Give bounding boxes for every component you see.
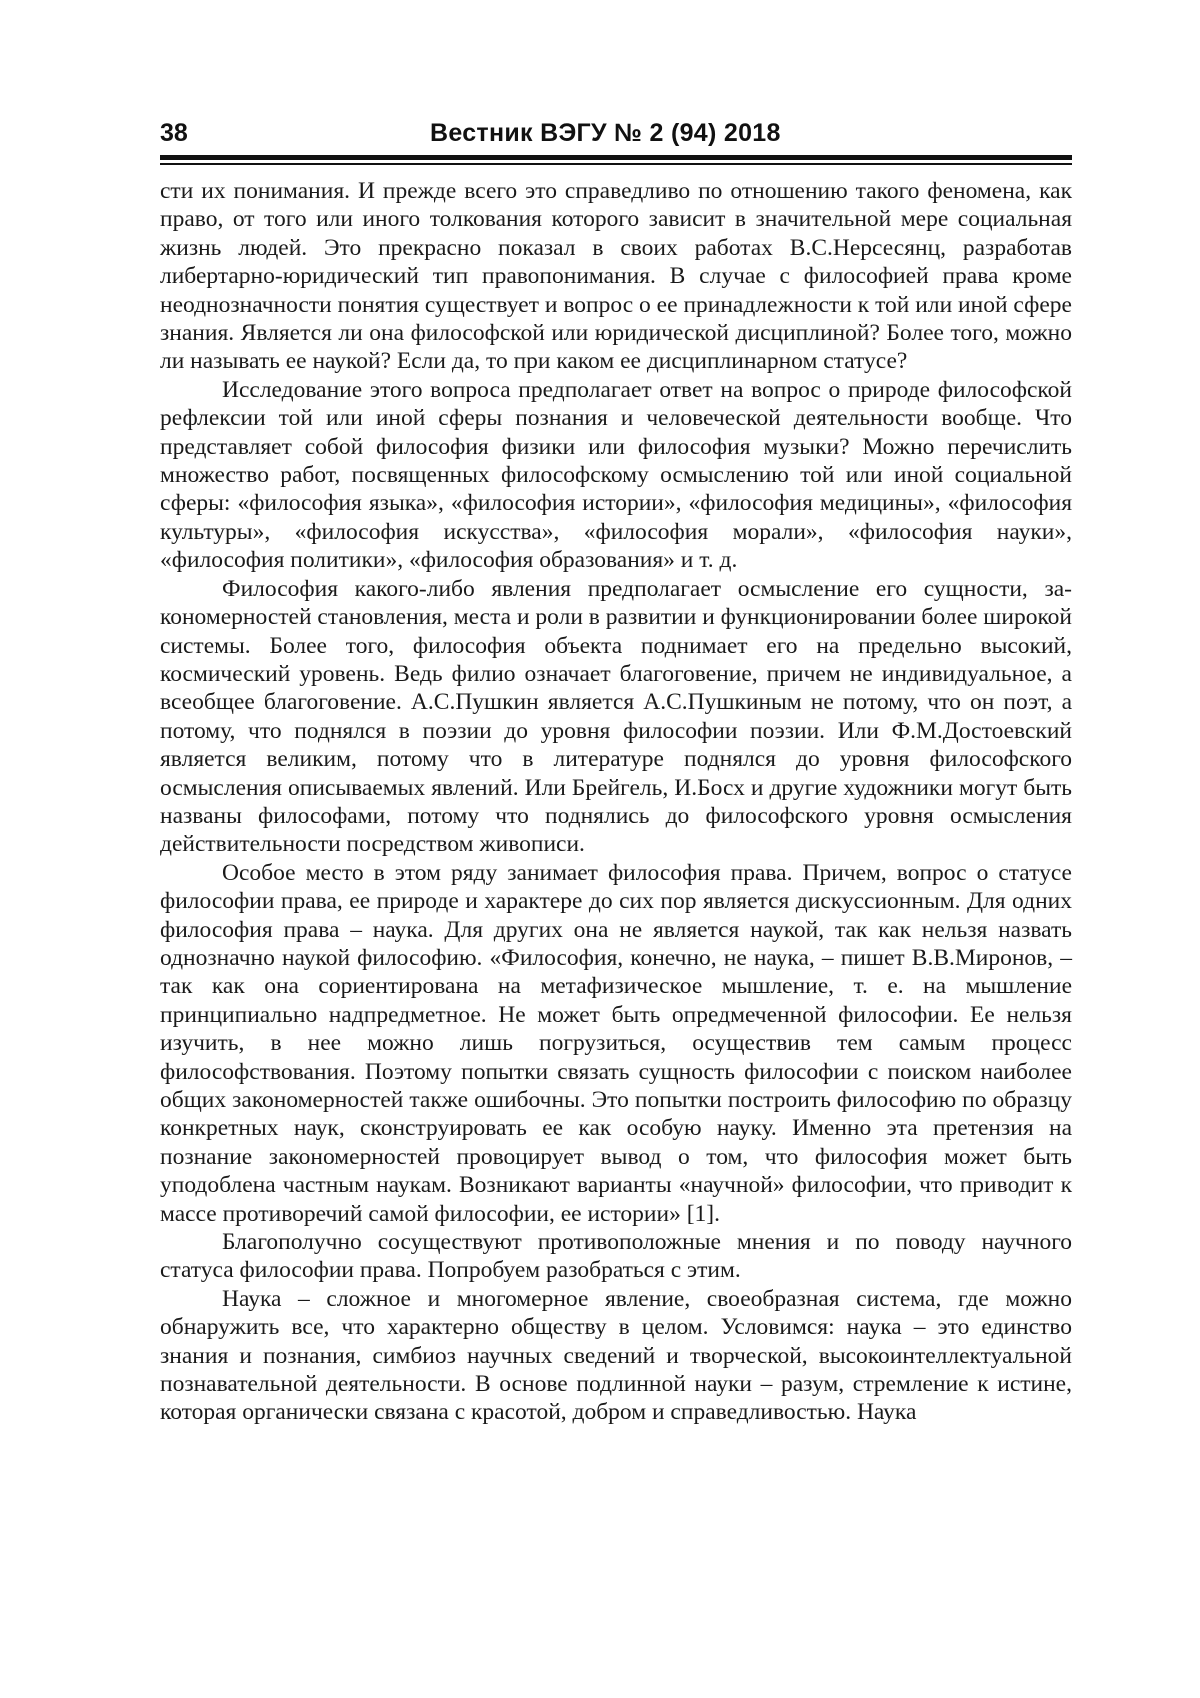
paragraph-opposing-opinions: Благополучно сосуществуют противоположные мнения и по поводу научного статуса философии права. Попробуем разобраться с этим. bbox=[160, 1229, 1072, 1284]
paragraph-science-definition: Наука – сложное и многомерное явление, своеобразная система, где можно обнаружить все, что характерно обществу в целом. Условимся: наука – это единство знания и познания, симбиоз научных сведений и творческой, высокоинтеллектуальной познавательной деятельности. В основе подлинной науки – разум, стремление к истине, которая органически связана с красотой, добром и справедливостью. Наука bbox=[160, 1285, 1072, 1426]
paragraph-continuation: сти их понимания. И прежде всего это справедливо по отношению такого феномена, как право, от того или иного толкования которого зависит в значительной мере социальная жизнь людей. Это прекрасно показал в своих работах В.С.Нерсесянц, разработав либертарно-юридический тип правопонимания. В случае с философией права кроме неоднозначности понятия существует и вопрос о ее принадлежности к той или иной сфере знания. Является ли она философской или юридической дисциплиной? Более того, можно ли называть ее наукой? Если да, то при каком ее дисциплинарном статусе? bbox=[160, 178, 1072, 375]
journal-title: Вестник ВЭГУ № 2 (94) 2018 bbox=[430, 119, 781, 147]
paragraph-reflection: Исследование этого вопроса предполагает ответ на вопрос о природе философской рефлексии той или иной сферы познания и человеческой деятельности вообще. Что представляет собой философия физики или философия музыки? Можно перечислить множество работ, посвященных философскому осмыслению той или иной социальной сферы: «философия языка», «философия истории», «философия медицины», «философия культуры», «философия искусства», «философия морали», «философия науки», «философия политики», «философия образования» и т. д. bbox=[160, 376, 1072, 574]
page-number: 38 bbox=[160, 119, 188, 147]
paragraph-philosophy-of-law-status: Особое место в этом ряду занимает философия права. Причем, вопрос о статусе философии права, ее природе и характере до сих пор является дискуссионным. Для одних философия права – наука. Для других она не является наукой, так как нельзя назвать однозначно наукой философию. «Философия, конечно, не наука, – пишет В.В.Миронов, – так как она сориентирована на метафизическое мышление, т. е. на мышление принципиально надпредметное. Не может быть опредмеченной философии. Ее нельзя изучить, в нее можно лишь погрузиться, осуществив тем самым процесс философствования. Поэтому попытки связать сущность философии с поиском наиболее общих закономерностей также ошибочны. Это попытки построить философию по образцу конкретных наук, сконструировать ее как особую науку. Именно эта претензия на познание закономерностей провоцирует вывод о том, что философия может быть уподоблена частным наукам. Возникают варианты «научной» философии, что приводит к массе противоречий самой философии, ее истории» [1]. bbox=[160, 859, 1072, 1227]
header-rule-thin bbox=[160, 163, 1072, 165]
paragraph-philosophy-of-phenomenon: Философия какого-либо явления предполагает осмысление его сущности, закономерностей становления, места и роли в развитии и функционировании более широкой системы. Более того, философия объекта поднимает его на предельно высокий, космический уровень. Ведь филио означает благоговение, причем не индивидуальное, а всеобщее благоговение. А.С.Пушкин является А.С.Пушкиным не потому, что он поэт, а потому, что поднялся в поэзии до уровня философии поэзии. Или Ф.М.Достоевский является великим, потому что в литературе поднялся до уровня философского осмысления описываемых явлений. Или Брейгель, И.Босх и другие художники могут быть названы философами, потому что поднялись до философского уровня осмысления действительности посредством живописи. bbox=[160, 575, 1072, 858]
header-rule-thick bbox=[160, 155, 1072, 160]
page-header bbox=[160, 116, 1072, 150]
article-body bbox=[160, 177, 1072, 1427]
